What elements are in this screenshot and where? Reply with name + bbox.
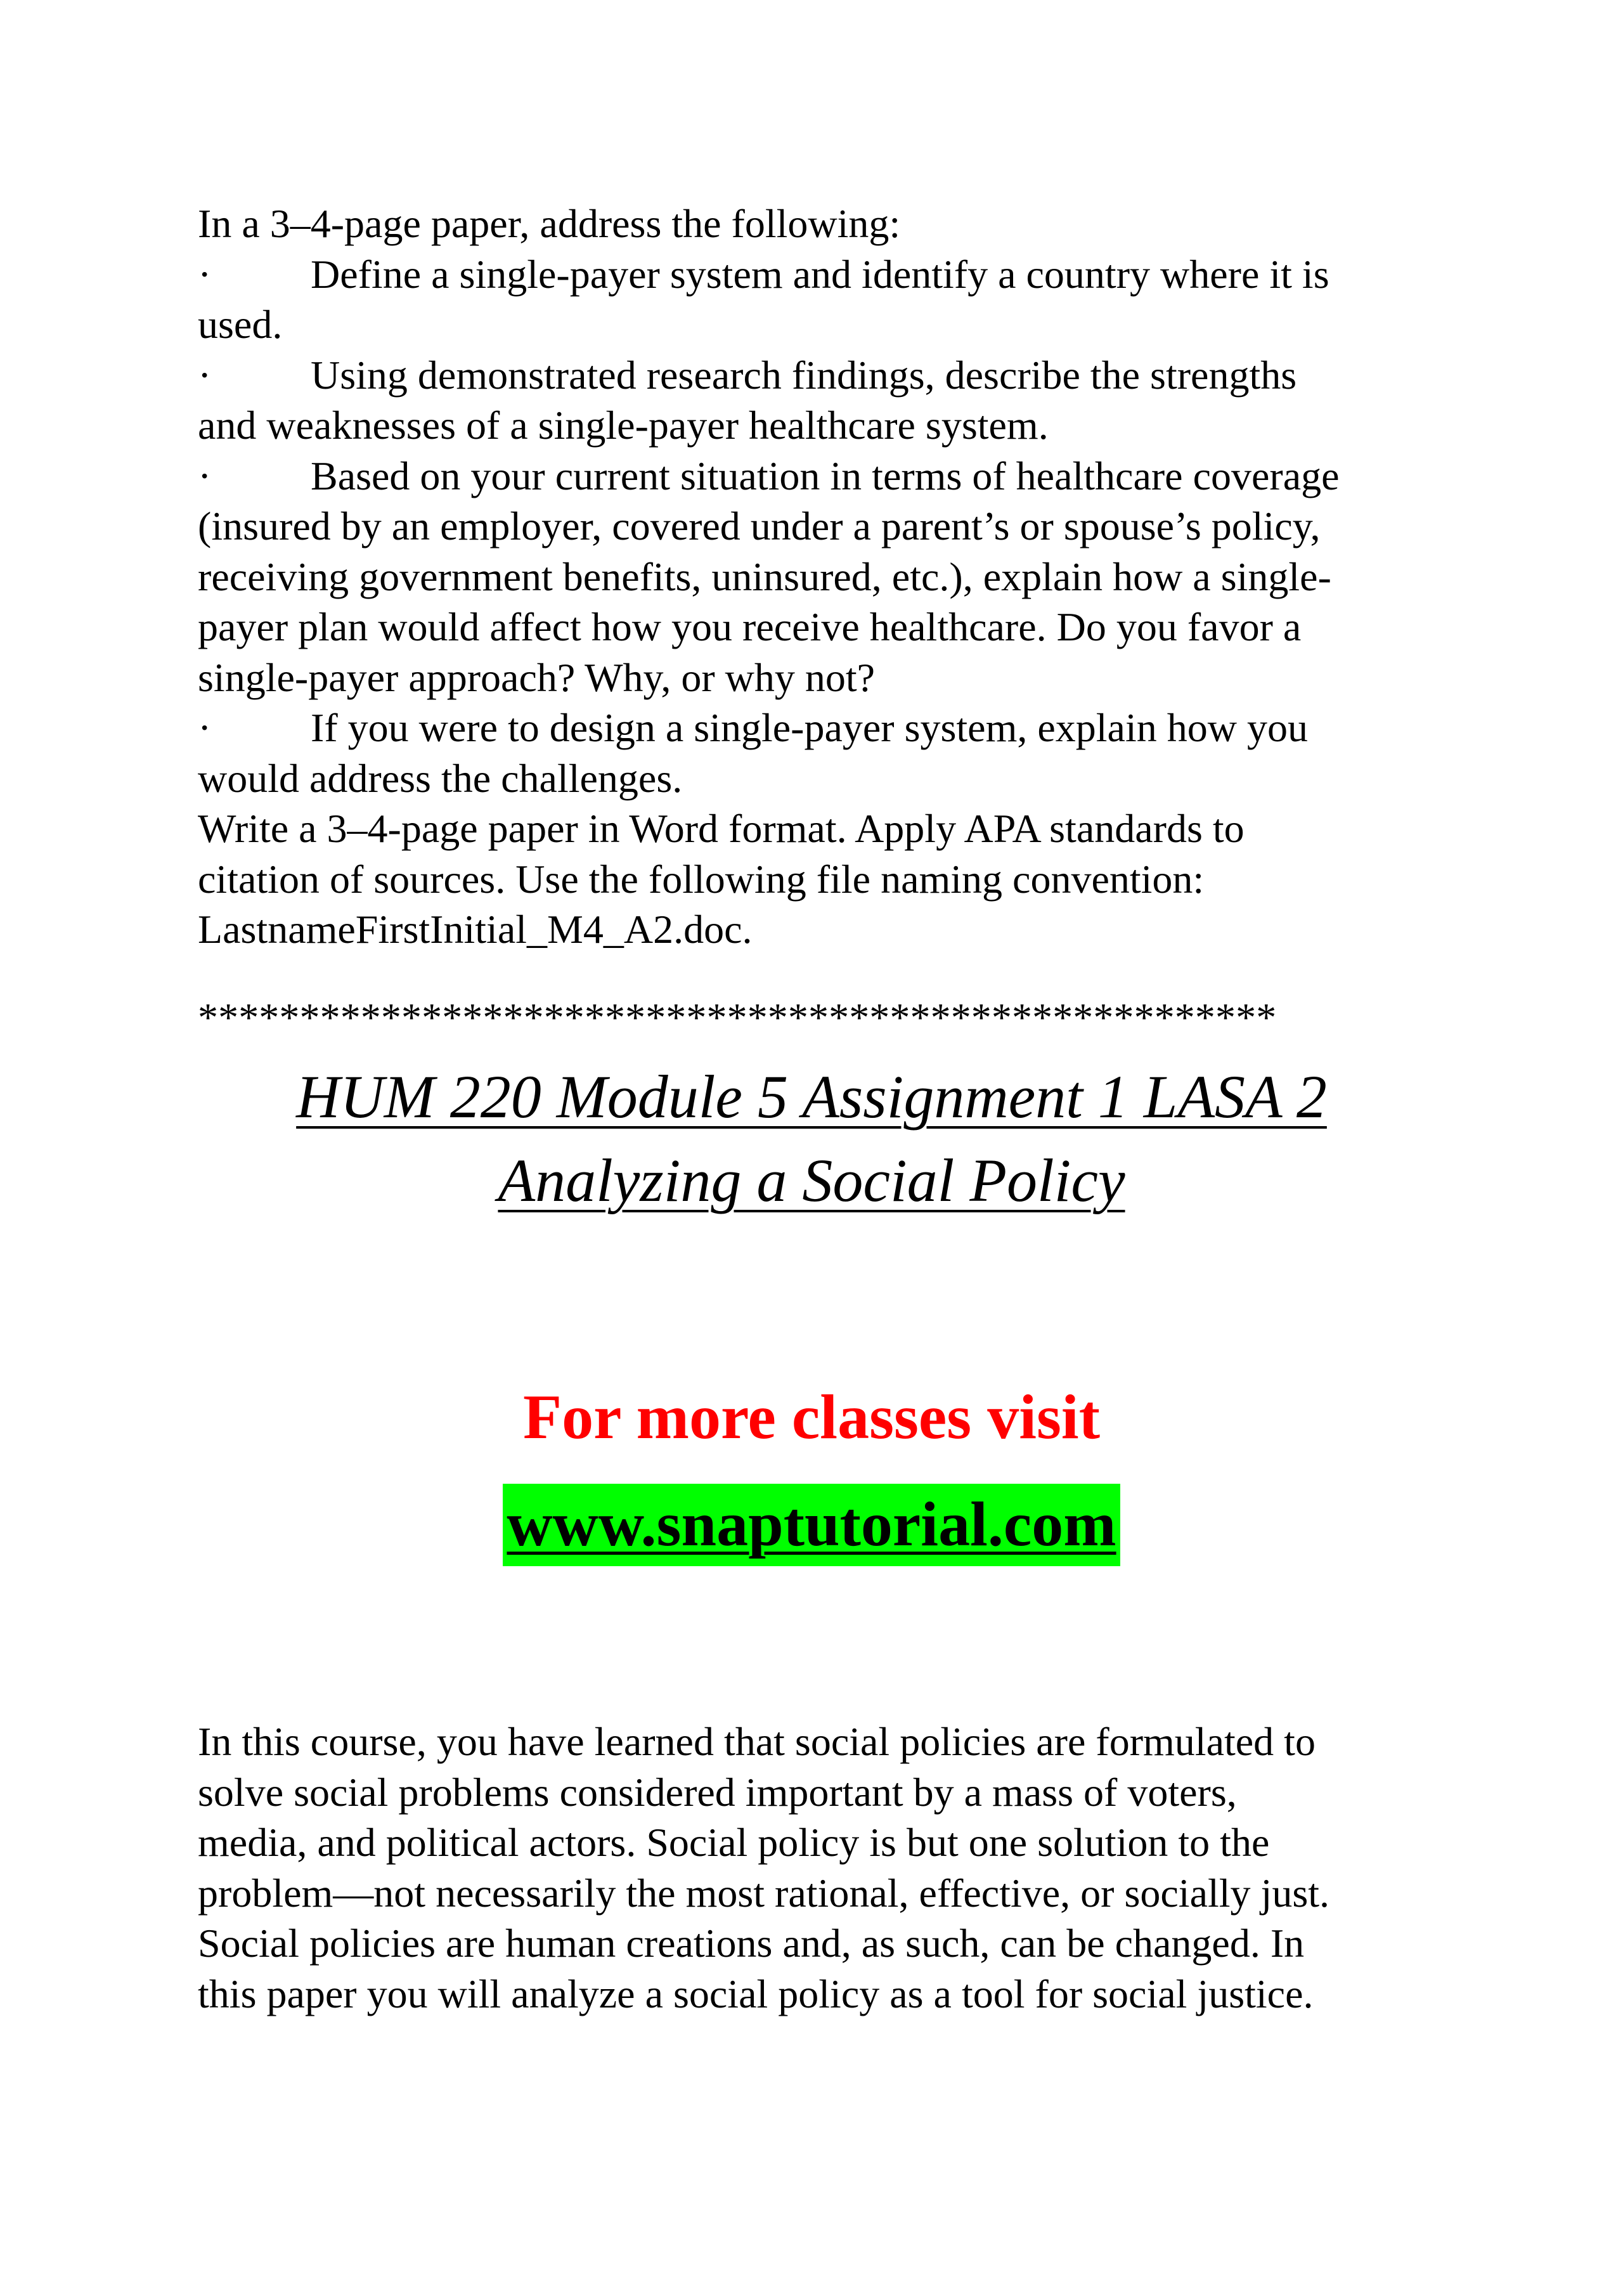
bullet-continuation: (insured by an employer, covered under a parent’s or spouse’s policy, xyxy=(198,503,1321,548)
bullet-marker: · xyxy=(198,251,212,297)
bullet-marker: · xyxy=(198,705,212,750)
bullet-text: Based on your current situation in terms of healthcare coverage xyxy=(311,453,1340,498)
bullet-text: Define a single-payer system and identify a country where it is xyxy=(311,251,1329,297)
bullet-item xyxy=(198,350,1466,401)
instruction-intro: In a 3–4-page paper, address the following: xyxy=(198,201,901,246)
description-line: problem—not necessarily the most rational, effective, or socially just. xyxy=(198,1870,1329,1916)
bullet-item xyxy=(198,249,1466,300)
instruction-format: Write a 3–4-page paper in Word format. Apply APA standards to xyxy=(198,806,1245,851)
bullet-continuation: payer plan would affect how you receive healthcare. Do you favor a xyxy=(198,604,1302,649)
bullet-continuation: used. xyxy=(198,302,283,347)
bullet-text: If you were to design a single-payer system, explain how you xyxy=(311,705,1308,750)
assignment-instructions xyxy=(198,198,1466,955)
assignment-subtitle-text: Analyzing a Social Policy xyxy=(498,1146,1125,1214)
bullet-continuation: single-payer approach? Why, or why not? xyxy=(198,654,876,700)
description-line: media, and political actors. Social policy is but one solution to the xyxy=(198,1820,1270,1865)
instruction-format: LastnameFirstInitial_M4_A2.doc. xyxy=(198,907,753,952)
instruction-format: citation of sources. Use the following file naming convention: xyxy=(198,856,1205,902)
bullet-item xyxy=(198,451,1466,502)
bullet-continuation: and weaknesses of a single-payer healthcare system. xyxy=(198,403,1049,448)
separator-stars: ***************************************************** xyxy=(198,995,1277,1040)
promo-url-container xyxy=(0,1484,1623,1566)
description-line: In this course, you have learned that social policies are formulated to xyxy=(198,1719,1316,1764)
promo-url-link[interactable]: www.snaptutorial.com xyxy=(503,1484,1120,1566)
bullet-continuation: would address the challenges. xyxy=(198,755,683,801)
bullet-continuation: receiving government benefits, uninsured, etc.), explain how a single- xyxy=(198,554,1331,599)
description-line: Social policies are human creations and, as such, can be changed. In xyxy=(198,1921,1305,1966)
course-description xyxy=(198,1716,1466,2019)
assignment-title-line1 xyxy=(0,1056,1623,1138)
description-line: this paper you will analyze a social policy as a tool for social justice. xyxy=(198,1971,1314,2016)
assignment-title-line2 xyxy=(0,1139,1623,1222)
bullet-text: Using demonstrated research findings, describe the strengths xyxy=(311,352,1297,398)
bullet-item xyxy=(198,703,1466,753)
bullet-marker: · xyxy=(198,352,212,398)
assignment-title-text: HUM 220 Module 5 Assignment 1 LASA 2 xyxy=(296,1063,1327,1131)
bullet-marker: · xyxy=(198,453,212,498)
promo-headline: For more classes visit xyxy=(522,1382,1100,1452)
description-line: solve social problems considered important by a mass of voters, xyxy=(198,1769,1237,1815)
